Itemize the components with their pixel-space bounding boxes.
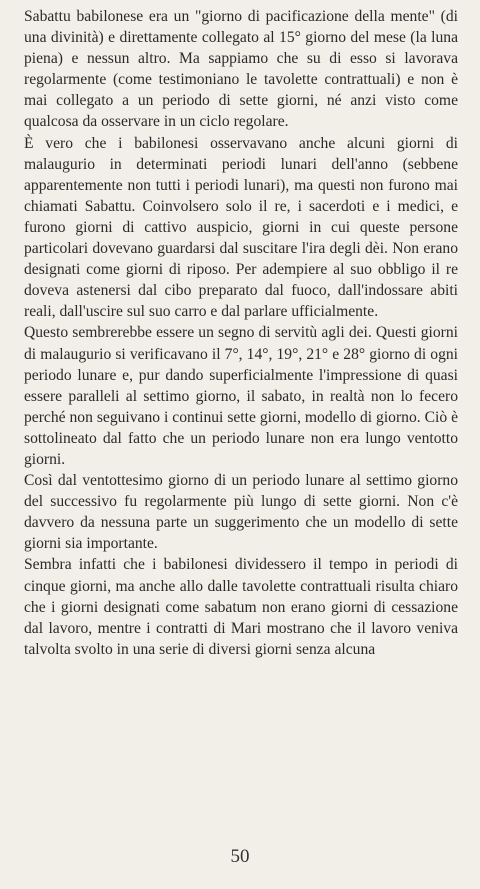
paragraph: Così dal ventottesimo giorno di un periodo lunare al settimo giorno del successivo fu regolarmente più lungo di sette giorni. Non c'è davvero da nessuna parte un suggerimento che un modello di sette giorni sia importante. <box>24 472 458 553</box>
paragraph: È vero che i babilonesi osservavano anche alcuni giorni di malaugurio in determinati periodi lunari dell'anno (sebbene apparentemente non tutti i periodi lunari), ma questi non furono mai chiamati Sabattu. Coinvolsero solo il re, i sacerdoti e i medici, e furono giorni di cattivo auspicio, giorni in cui queste persone particolari dovevano guardarsi dal suscitare l'ira degli dèi. Non erano designati come giorni di riposo. Per adempiere al suo obbligo il re doveva astenersi dal cibo preparato dal fuoco, dall'indossare abiti reali, dall'uscire sul suo carro e dal parlare ufficialmente. <box>24 134 458 321</box>
paragraph: Sabattu babilonese era un "giorno di pacificazione della mente" (di una divinità) e direttamente collegato al 15° giorno del mese (la luna piena) e nessun altro. Ma sappiamo che su di esso si lavorava regolarmente (come testimoniano le tavolette contrattuali) e non è mai collegato a un periodo di sette giorni, né anzi visto come qualcosa da osservare in un ciclo regolare. <box>24 8 458 131</box>
page-body <box>24 6 458 660</box>
page-number: 50 <box>230 846 250 867</box>
paragraph: Sembra infatti che i babilonesi dividessero il tempo in periodi di cinque giorni, ma anche allo dalle tavolette contrattuali risulta chiaro che i giorni designati come sabatum non erano giorni di cessazione dal lavoro, mentre i contratti di Mari mostrano che il lavoro veniva talvolta svolto in una serie di diversi giorni senza alcuna <box>24 556 458 658</box>
paragraph: Questo sembrerebbe essere un segno di servitù agli dei. Questi giorni di malaugurio si verificavano il 7°, 14°, 19°, 21° e 28° giorno di ogni periodo lunare e, pur dando superficialmente l'impressione di quasi essere paralleli al settimo giorno, il sabato, in realtà non lo fecero perché non seguivano i continui sette giorni, modello di giorno. Ciò è sottolineato dal fatto che un periodo lunare non era lungo ventotto giorni. <box>24 324 458 468</box>
